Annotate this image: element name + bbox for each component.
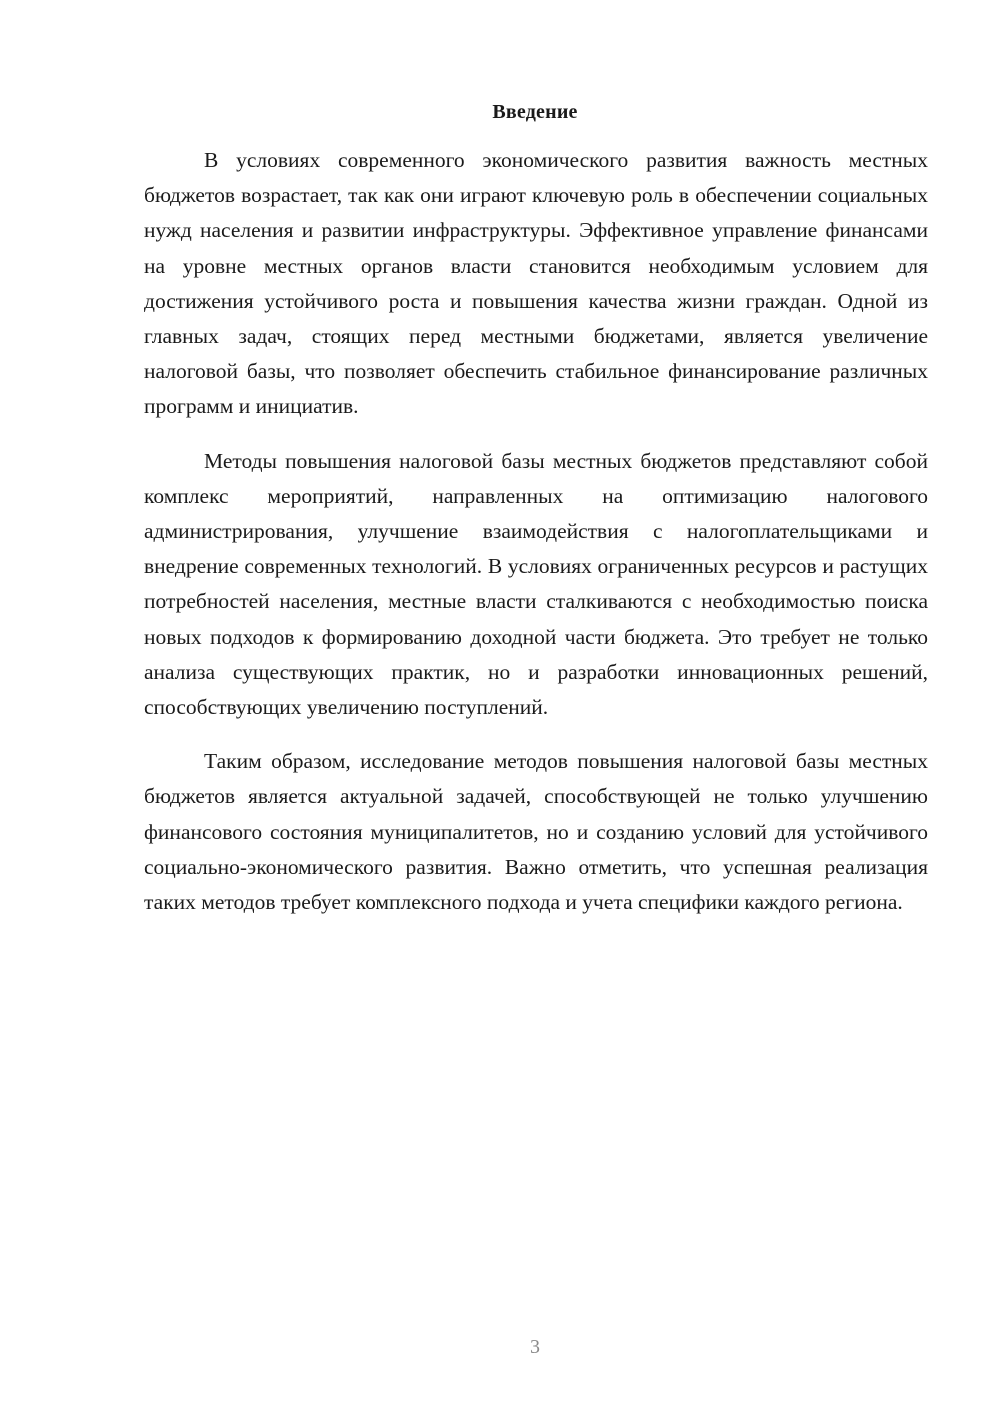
paragraph-1: В условиях современного экономического развития важность местных бюджетов возрастает, так как они играют ключевую роль в обеспечении социальных нужд населения и развитии инфраструктуры. Эффективное управление финансами на уровне местных органов власти становится необходимым условием для достижения устойчивого роста и повышения качества жизни граждан. Одной из главных задач, стоящих перед местными бюджетами, является увеличение налоговой базы, что позволяет обеспечить стабильное финансирование различных программ и инициатив. <box>144 148 928 419</box>
paragraph-3: Таким образом, исследование методов повышения налоговой базы местных бюджетов является актуальной задачей, способствующей не только улучшению финансового состояния муниципалитетов, но и созданию условий для устойчивого социально-экономического развития. Важно отметить, что успешная реализация таких методов требует комплексного подхода и учета специфики каждого региона. <box>144 749 928 915</box>
section-heading: Введение <box>492 101 578 123</box>
page-number: 3 <box>530 1336 540 1358</box>
body-text <box>144 143 928 920</box>
paragraph-2: Методы повышения налоговой базы местных бюджетов представляют собой комплекс мероприятий, направленных на оптимизацию налогового администрирования, улучшение взаимодействия с налогоплательщиками и внедрение современных технологий. В условиях ограниченных ресурсов и растущих потребностей населения, местные власти сталкиваются с необходимостью поиска новых подходов к формированию доходной части бюджета. Это требует не только анализа существующих практик, но и разработки инновационных решений, способствующих увеличению поступлений. <box>144 448 928 720</box>
